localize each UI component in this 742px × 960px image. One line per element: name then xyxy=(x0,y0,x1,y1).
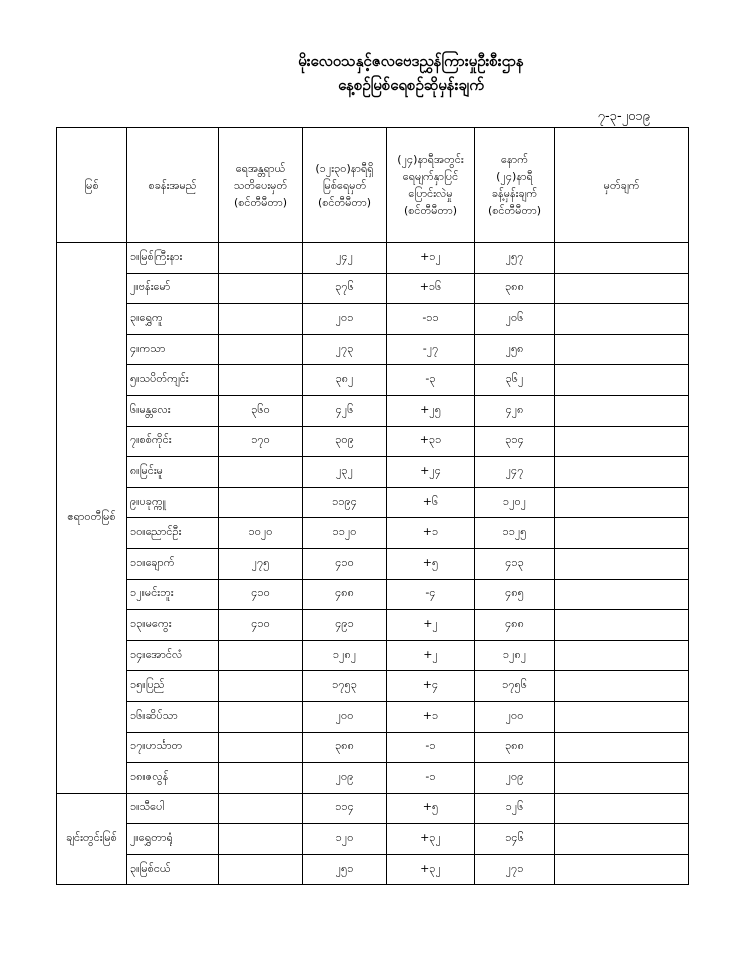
danger-level-cell: ၃၆၀ xyxy=(219,395,303,426)
document-title: မိုးလေဝသနှင့်ဇလဗေဒညွှန်ကြားမှုဦးစီးဌာန xyxy=(298,52,524,70)
table-row xyxy=(57,518,689,549)
remark-cell xyxy=(555,273,689,304)
header-forecast-line: ခန့်မှန်းချက် xyxy=(491,187,538,200)
table-row xyxy=(57,701,689,732)
header-danger-line: ရေအန္တရာယ် xyxy=(235,161,286,175)
danger-level-cell: ၄၁၀ xyxy=(219,579,303,610)
header-remark: မှတ်ချက် xyxy=(555,128,689,243)
forecast-cell: ၁၂၀၂ xyxy=(475,487,555,518)
change-cell: -၃ xyxy=(387,365,475,396)
danger-level-cell xyxy=(219,334,303,365)
remark-cell xyxy=(555,243,689,274)
observed-level-cell: ၂၀၀ xyxy=(303,701,387,732)
forecast-cell: ၂၀၀ xyxy=(475,701,555,732)
observed-level-cell: ၁၂၈၂ xyxy=(303,640,387,671)
table-row xyxy=(57,395,689,426)
remark-cell xyxy=(555,824,689,855)
station-cell: ၁။သီပေါ xyxy=(127,793,219,824)
danger-level-cell: ၁၇၀ xyxy=(219,426,303,457)
change-cell: +၂ xyxy=(387,610,475,641)
danger-level-cell xyxy=(219,243,303,274)
observed-level-cell: ၂၀၉ xyxy=(303,763,387,794)
observed-level-cell: ၂၅၁ xyxy=(303,854,387,885)
observed-level-cell: ၃၈၈ xyxy=(303,732,387,763)
table-row xyxy=(57,671,689,702)
station-cell: ၃။ရွှေကူ xyxy=(127,304,219,335)
forecast-cell: ၄၁၃ xyxy=(475,548,555,579)
station-cell: ၁၂။မင်းဘူး xyxy=(127,579,219,610)
observed-level-cell: ၄၉၁ xyxy=(303,610,387,641)
table-row xyxy=(57,365,689,396)
danger-level-cell xyxy=(219,640,303,671)
remark-cell xyxy=(555,518,689,549)
station-cell: ၇။စစ်ကိုင်း xyxy=(127,426,219,457)
remark-cell xyxy=(555,610,689,641)
table-row xyxy=(57,763,689,794)
forecast-cell: ၁၇၅၆ xyxy=(475,671,555,702)
remark-cell xyxy=(555,854,689,885)
header-change-line: (စင်တီမီတာ) xyxy=(403,204,458,217)
danger-level-cell xyxy=(219,273,303,304)
remark-cell xyxy=(555,365,689,396)
change-cell: +၅ xyxy=(387,793,475,824)
forecast-cell: ၁၁၂၅ xyxy=(475,518,555,549)
forecast-cell: ၃၈၈ xyxy=(475,732,555,763)
river-name-cell: ဧရာဝတီမြစ် xyxy=(57,243,127,794)
danger-level-cell: ၄၁၀ xyxy=(219,610,303,641)
remark-cell xyxy=(555,487,689,518)
remark-cell xyxy=(555,793,689,824)
observed-level-cell: ၁၁၄ xyxy=(303,793,387,824)
change-cell: -၁ xyxy=(387,763,475,794)
header-forecast xyxy=(475,128,555,243)
change-cell: +၃၂ xyxy=(387,824,475,855)
forecast-cell: ၂၄၇ xyxy=(475,457,555,488)
document-subtitle: နေ့စဉ်မြစ်ရေစဉ်ဆိုမှန်းချက် xyxy=(338,76,484,94)
observed-level-cell: ၁၇၅၃ xyxy=(303,671,387,702)
change-cell: +၂၅ xyxy=(387,395,475,426)
forecast-cell: ၄၈၅ xyxy=(475,579,555,610)
danger-level-cell xyxy=(219,671,303,702)
station-cell: ၃။မြစ်ငယ် xyxy=(127,854,219,885)
remark-cell xyxy=(555,763,689,794)
danger-level-cell: ၂၇၅ xyxy=(219,548,303,579)
forecast-cell: ၂၇၁ xyxy=(475,854,555,885)
remark-cell xyxy=(555,304,689,335)
observed-level-cell: ၂၄၂ xyxy=(303,243,387,274)
danger-level-cell xyxy=(219,365,303,396)
table-row xyxy=(57,793,689,824)
table-row xyxy=(57,548,689,579)
danger-level-cell xyxy=(219,304,303,335)
header-river: မြစ် xyxy=(57,128,127,243)
table-row xyxy=(57,610,689,641)
station-cell: ၅။သပိတ်ကျင်း xyxy=(127,365,219,396)
observed-level-cell: ၂၃၂ xyxy=(303,457,387,488)
forecast-cell: ၂၀၉ xyxy=(475,763,555,794)
observed-level-cell: ၂၀၁ xyxy=(303,304,387,335)
observed-level-cell: ၄၁၀ xyxy=(303,548,387,579)
forecast-cell: ၂၅၈ xyxy=(475,334,555,365)
table-row xyxy=(57,824,689,855)
station-cell: ၂။ရွှေတာရုံ xyxy=(127,824,219,855)
station-cell: ၁၃။မကွေး xyxy=(127,610,219,641)
header-station: စခန်းအမည် xyxy=(127,128,219,243)
observed-level-cell: ၄၈၈ xyxy=(303,579,387,610)
station-cell: ၈။မြင်းမူ xyxy=(127,457,219,488)
forecast-cell: ၃၁၄ xyxy=(475,426,555,457)
header-observed-line: မြစ်ရေမှတ် xyxy=(322,178,367,192)
table-row xyxy=(57,854,689,885)
table-row xyxy=(57,273,689,304)
station-cell: ၁၇။ဟင်္သာတ xyxy=(127,732,219,763)
change-cell: +၃၁ xyxy=(387,426,475,457)
change-cell: +၁ xyxy=(387,518,475,549)
danger-level-cell xyxy=(219,793,303,824)
remark-cell xyxy=(555,457,689,488)
table-row xyxy=(57,243,689,274)
change-cell: +၂၄ xyxy=(387,457,475,488)
change-cell: -၁ xyxy=(387,732,475,763)
header-forecast-line: နောက် xyxy=(501,153,528,166)
table-row xyxy=(57,304,689,335)
station-cell: ၁၀။ညောင်ဦး xyxy=(127,518,219,549)
remark-cell xyxy=(555,640,689,671)
change-cell: +၁ xyxy=(387,701,475,732)
header-forecast-line: (စင်တီမီတာ) xyxy=(487,204,542,217)
station-cell: ၁။မြစ်ကြီးနား xyxy=(127,243,219,274)
danger-level-cell xyxy=(219,824,303,855)
header-observed-level xyxy=(303,128,387,243)
table-row xyxy=(57,640,689,671)
observed-level-cell: ၁၁၂၀ xyxy=(303,518,387,549)
forecast-cell: ၃၆၂ xyxy=(475,365,555,396)
danger-level-cell xyxy=(219,487,303,518)
station-cell: ၆။မန္တလေး xyxy=(127,395,219,426)
table-row xyxy=(57,732,689,763)
table-row xyxy=(57,334,689,365)
remark-cell xyxy=(555,548,689,579)
change-cell: +၆ xyxy=(387,487,475,518)
danger-level-cell xyxy=(219,763,303,794)
remark-cell xyxy=(555,701,689,732)
danger-level-cell xyxy=(219,457,303,488)
observed-level-cell: ၁၂၀ xyxy=(303,824,387,855)
header-observed-line: (စင်တီမီတာ) xyxy=(317,195,372,209)
remark-cell xyxy=(555,732,689,763)
station-cell: ၁၁။ချောက် xyxy=(127,548,219,579)
header-row xyxy=(57,128,689,243)
report-date: ၇-၃-၂၀၁၉ xyxy=(597,109,650,124)
change-cell: -၄ xyxy=(387,579,475,610)
change-cell: +၂ xyxy=(387,640,475,671)
header-change xyxy=(387,128,475,243)
change-cell: +၃၂ xyxy=(387,854,475,885)
forecast-cell: ၄၂၈ xyxy=(475,395,555,426)
forecast-cell: ၁၂၆ xyxy=(475,793,555,824)
header-change-line: ပြောင်းလဲမှု xyxy=(408,187,453,200)
forecast-cell: ၄၈၈ xyxy=(475,610,555,641)
station-cell: ၂။ဗန်းမော် xyxy=(127,273,219,304)
change-cell: +၁၂ xyxy=(387,243,475,274)
station-cell: ၉။ပခုက္ကူ xyxy=(127,487,219,518)
forecast-cell: ၁၂၈၂ xyxy=(475,640,555,671)
header-observed-line: (၁၂း၃၀)နာရီရှိ xyxy=(315,161,374,175)
header-change-line: ရေမျက်နှာပြင် xyxy=(402,170,459,183)
station-cell: ၁၈။ဇလွန် xyxy=(127,763,219,794)
observed-level-cell: ၃၇၆ xyxy=(303,273,387,304)
header-change-line: (၂၄)နာရီအတွင်း xyxy=(397,153,464,166)
remark-cell xyxy=(555,426,689,457)
change-cell: +၁၆ xyxy=(387,273,475,304)
river-level-table xyxy=(56,127,689,885)
forecast-cell: ၃၈၈ xyxy=(475,273,555,304)
remark-cell xyxy=(555,671,689,702)
remark-cell xyxy=(555,334,689,365)
change-cell: +၄ xyxy=(387,671,475,702)
table-row xyxy=(57,457,689,488)
remark-cell xyxy=(555,395,689,426)
header-danger-level xyxy=(219,128,303,243)
observed-level-cell: ၂၇၃ xyxy=(303,334,387,365)
change-cell: -၂၇ xyxy=(387,334,475,365)
danger-level-cell: ၁၀၂၀ xyxy=(219,518,303,549)
station-cell: ၁၄။အောင်လံ xyxy=(127,640,219,671)
danger-level-cell xyxy=(219,854,303,885)
forecast-cell: ၁၄၆ xyxy=(475,824,555,855)
forecast-cell: ၂၅၇ xyxy=(475,243,555,274)
danger-level-cell xyxy=(219,701,303,732)
observed-level-cell: ၄၂၆ xyxy=(303,395,387,426)
observed-level-cell: ၁၁၉၄ xyxy=(303,487,387,518)
danger-level-cell xyxy=(219,732,303,763)
table-row xyxy=(57,426,689,457)
station-cell: ၁၆။ဆိပ်သာ xyxy=(127,701,219,732)
header-forecast-line: (၂၄)နာရီ xyxy=(496,170,533,183)
change-cell: -၁၁ xyxy=(387,304,475,335)
remark-cell xyxy=(555,579,689,610)
river-name-cell: ချင်းတွင်းမြစ် xyxy=(57,793,127,885)
table-row xyxy=(57,487,689,518)
observed-level-cell: ၃၈၂ xyxy=(303,365,387,396)
header-danger-line: သတိပေးမှတ် xyxy=(233,178,288,192)
change-cell: +၅ xyxy=(387,548,475,579)
station-cell: ၄။ကသာ xyxy=(127,334,219,365)
header-danger-line: (စင်တီမီတာ) xyxy=(233,195,288,209)
table-row xyxy=(57,579,689,610)
station-cell: ၁၅။ပြည် xyxy=(127,671,219,702)
forecast-cell: ၂၀၆ xyxy=(475,304,555,335)
observed-level-cell: ၃၀၉ xyxy=(303,426,387,457)
